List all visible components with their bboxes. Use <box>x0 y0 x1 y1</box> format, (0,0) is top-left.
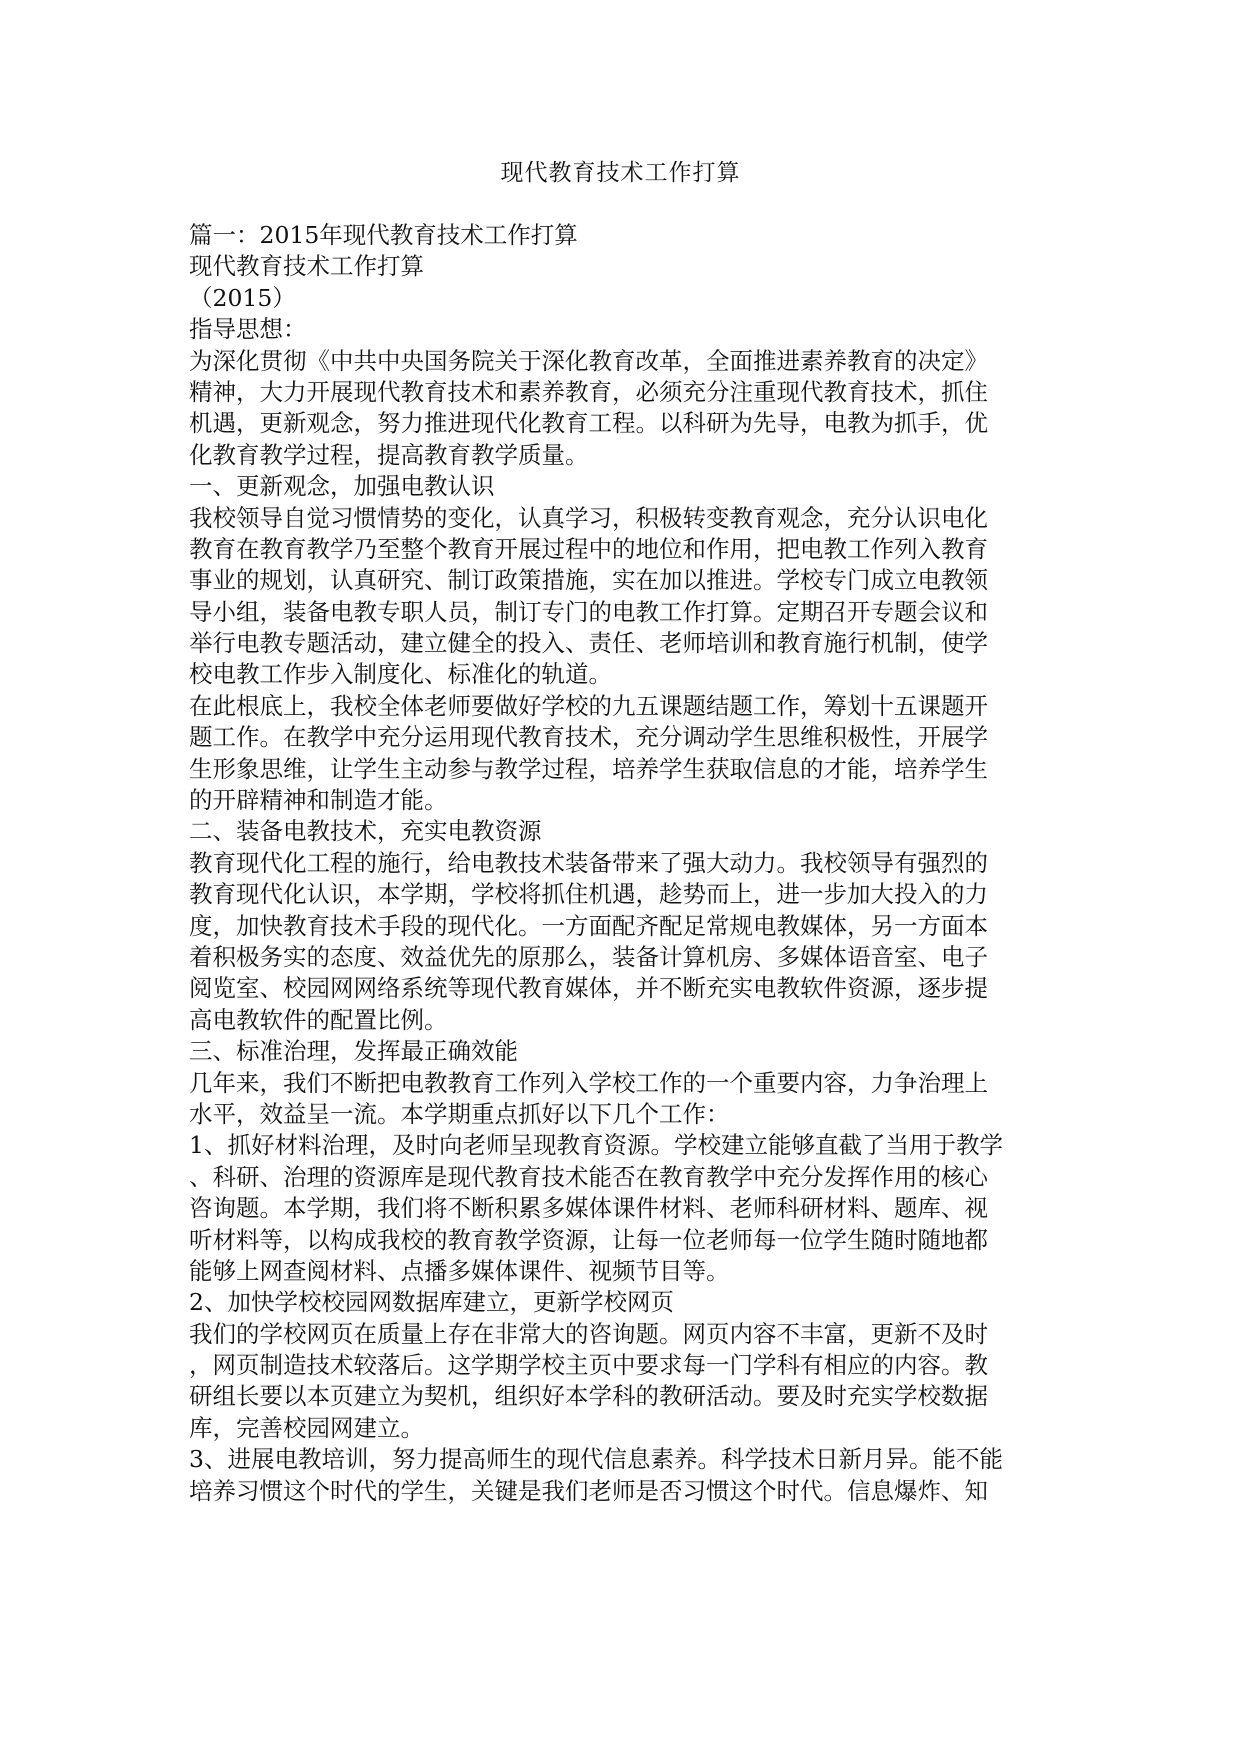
text-line: 校电教工作步入制度化、标准化的轨道。 <box>189 660 612 689</box>
text-line: 库，完善校园网建立。 <box>189 1413 424 1442</box>
text-line: 1、抓好材料治理，及时向老师呈现教育资源。学校建立能够直截了当用于教学 <box>189 1131 1003 1160</box>
text-line: 阅览室、校园网网络系统等现代教育媒体，并不断充实电教软件资源，逐步提 <box>189 974 988 1003</box>
text-line: 教育现代化工程的施行，给电教技术装备带来了强大动力。我校领导有强烈的 <box>189 848 988 877</box>
text-line: ，网页制造技术较落后。这学期学校主页中要求每一门学科有相应的内容。教 <box>189 1351 988 1380</box>
text-line: 咨询题。本学期，我们将不断积累多媒体课件材料、老师科研材料、题库、视 <box>189 1194 988 1223</box>
text-line: 3、进展电教培训，努力提高师生的现代信息素养。科学技术日新月异。能不能 <box>189 1445 1003 1474</box>
text-line: 举行电教专题活动，建立健全的投入、责任、老师培训和教育施行机制，使学 <box>189 629 988 658</box>
text-line: 在此根底上，我校全体老师要做好学校的九五课题结题工作，筹划十五课题开 <box>189 691 988 720</box>
text-line: 生形象思维，让学生主动参与教学过程，培养学生获取信息的才能，培养学生 <box>189 754 988 783</box>
text-line: 教育现代化认识，本学期，学校将抓住机遇，趁势而上，进一步加大投入的力 <box>189 880 988 909</box>
text-line: 精神，大力开展现代教育技术和素养教育，必须充分注重现代教育技术，抓住 <box>189 377 988 406</box>
text-line: 一、更新观念，加强电教认识 <box>189 472 495 501</box>
text-line: 培养习惯这个时代的学生，关键是我们老师是否习惯这个时代。信息爆炸、知 <box>189 1476 988 1505</box>
text-line: 事业的规划，认真研究、制订政策措施，实在加以推进。学校专门成立电教领 <box>189 566 988 595</box>
text-line: 、科研、治理的资源库是现代教育技术能否在教育教学中充分发挥作用的核心 <box>189 1162 988 1191</box>
text-line: 二、装备电教技术，充实电教资源 <box>189 817 542 846</box>
text-line: 2、加快学校校园网数据库建立，更新学校网页 <box>189 1288 674 1317</box>
text-line: （2015） <box>189 283 296 312</box>
text-line: 水平，效益呈一流。本学期重点抓好以下几个工作： <box>189 1099 730 1128</box>
text-line: 我校领导自觉习惯情势的变化，认真学习，积极转变教育观念，充分认识电化 <box>189 503 988 532</box>
text-line: 听材料等，以构成我校的教育教学资源，让每一位老师每一位学生随时随地都 <box>189 1225 988 1254</box>
text-line: 现代教育技术工作打算 <box>189 252 424 281</box>
text-line: 指导思想： <box>189 315 307 344</box>
text-line: 我们的学校网页在质量上存在非常大的咨询题。网页内容不丰富，更新不及时 <box>189 1319 988 1348</box>
text-line: 教育在教育教学乃至整个教育开展过程中的地位和作用，把电教工作列入教育 <box>189 534 988 563</box>
text-line: 导小组，装备电教专职人员，制订专门的电教工作打算。定期召开专题会议和 <box>189 597 988 626</box>
text-line: 篇一：2015年现代教育技术工作打算 <box>189 221 578 249</box>
text-line: 题工作。在教学中充分运用现代教育技术，充分调动学生思维积极性，开展学 <box>189 723 988 752</box>
text-line: 化教育教学过程，提高教育教学质量。 <box>189 440 589 469</box>
text-line: 着积极务实的态度、效益优先的原那么，装备计算机房、多媒体语音室、电子 <box>189 942 988 971</box>
text-line: 度，加快教育技术手段的现代化。一方面配齐配足常规电教媒体，另一方面本 <box>189 911 988 940</box>
text-line: 为深化贯彻《中共中央国务院关于深化教育改革，全面推进素养教育的决定》 <box>189 346 988 375</box>
text-line: 机遇，更新观念，努力推进现代化教育工程。以科研为先导，电教为抓手，优 <box>189 409 988 438</box>
document-body <box>189 220 1049 1507</box>
text-line: 几年来，我们不断把电教教育工作列入学校工作的一个重要内容，力争治理上 <box>189 1068 988 1097</box>
text-line: 的开辟精神和制造才能。 <box>189 786 448 815</box>
text-line: 研组长要以本页建立为契机，组织好本学科的教研活动。要及时充实学校数据 <box>189 1382 988 1411</box>
text-line: 能够上网查阅材料、点播多媒体课件、视频节目等。 <box>189 1256 730 1285</box>
text-line: 高电教软件的配置比例。 <box>189 1005 448 1034</box>
text-line: 三、标准治理，发挥最正确效能 <box>189 1037 518 1066</box>
document-title: 现代教育技术工作打算 <box>500 160 741 186</box>
